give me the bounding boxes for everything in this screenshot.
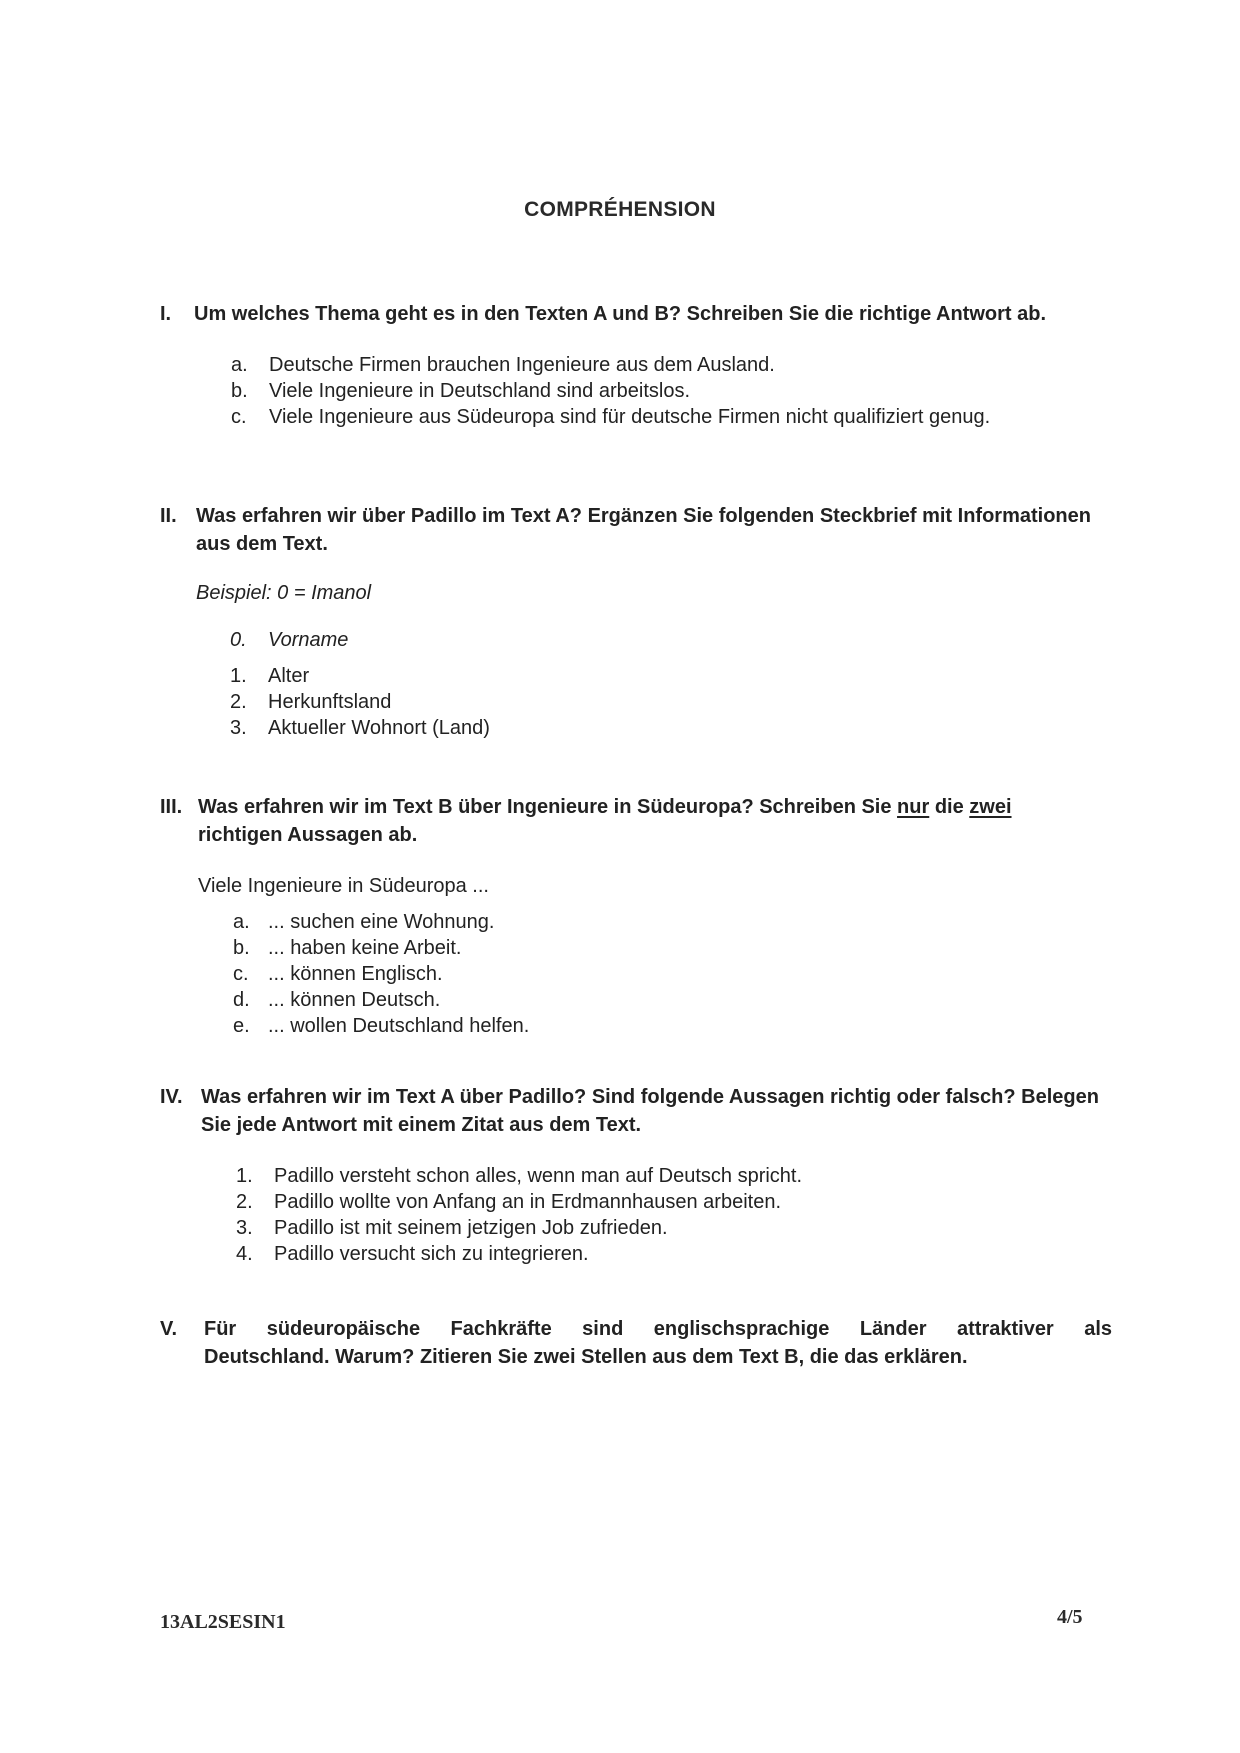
item-marker: 2. bbox=[236, 1191, 253, 1213]
profile-item-0 bbox=[230, 627, 1120, 653]
question-number: I. bbox=[160, 303, 172, 325]
item-text: Aktueller Wohnort (Land) bbox=[268, 717, 490, 739]
question-number: III. bbox=[160, 796, 183, 818]
option-text: ... suchen eine Wohnung. bbox=[268, 911, 495, 933]
question-text-part1: Was erfahren wir im Text B über Ingenieure in Südeuropa? Schreiben Sie bbox=[198, 796, 898, 818]
page-number: 4/5 bbox=[1057, 1606, 1083, 1628]
question-text: Was erfahren wir über Padillo im Text A? Ergänzen Sie folgenden Steckbrief mit Informationen aus dem Text. bbox=[196, 505, 1091, 555]
example-line: Beispiel: 0 = Imanol bbox=[196, 582, 372, 604]
statement-3 bbox=[236, 1215, 1120, 1241]
profile-items bbox=[230, 627, 1120, 741]
exam-code: 13AL2SESIN1 bbox=[160, 1611, 286, 1633]
question-text-line1: Für südeuropäische Fachkräfte sind englischsprachige Länder attraktiver als bbox=[204, 1318, 1112, 1340]
option-text: Deutsche Firmen brauchen Ingenieure aus dem Ausland. bbox=[269, 354, 775, 376]
option-marker: c. bbox=[233, 963, 249, 985]
question-section-2 bbox=[160, 502, 1120, 741]
option-marker: a. bbox=[231, 354, 248, 376]
item-text: Padillo ist mit seinem jetzigen Job zufrieden. bbox=[274, 1217, 668, 1239]
question-text: Um welches Thema geht es in den Texten A und B? Schreiben Sie die richtige Antwort ab. bbox=[194, 303, 1047, 325]
option-text: ... wollen Deutschland helfen. bbox=[268, 1015, 530, 1037]
question-text bbox=[160, 1315, 1112, 1371]
question-section-4 bbox=[160, 1083, 1120, 1267]
item-text: Padillo wollte von Anfang an in Erdmannhausen arbeiten. bbox=[274, 1191, 782, 1213]
option-text: ... können Englisch. bbox=[268, 963, 443, 985]
question-text-part2: die bbox=[929, 796, 970, 818]
option-text: ... haben keine Arbeit. bbox=[268, 937, 462, 959]
underlined-zwei: zwei bbox=[969, 796, 1012, 818]
item-text: Vorname bbox=[268, 629, 349, 651]
option-marker: c. bbox=[231, 406, 247, 428]
option-marker: a. bbox=[233, 911, 250, 933]
option-marker: b. bbox=[231, 380, 248, 402]
question-text: Was erfahren wir im Text A über Padillo? Sind folgende Aussagen richtig oder falsch? Belegen Sie jede Antwort mit einem Zitat aus dem Text. bbox=[201, 1086, 1099, 1136]
profile-item-1 bbox=[230, 663, 1120, 689]
item-marker: 1. bbox=[236, 1165, 253, 1187]
item-text: Herkunftsland bbox=[268, 691, 392, 713]
profile-item-2 bbox=[230, 689, 1120, 715]
item-marker: 3. bbox=[236, 1217, 253, 1239]
option-e bbox=[233, 1013, 1120, 1039]
item-text: Padillo versucht sich zu integrieren. bbox=[274, 1243, 589, 1265]
option-b bbox=[231, 378, 1120, 404]
option-a bbox=[231, 352, 1120, 378]
underlined-nur: nur bbox=[897, 796, 930, 818]
question-heading bbox=[160, 300, 1120, 328]
question-section-1 bbox=[160, 300, 1120, 430]
item-marker: 1. bbox=[230, 665, 247, 687]
answer-options bbox=[233, 909, 1120, 1039]
page-title: COMPRÉHENSION bbox=[524, 198, 716, 221]
item-text: Alter bbox=[268, 665, 310, 687]
option-c bbox=[233, 961, 1120, 987]
item-marker: 2. bbox=[230, 691, 247, 713]
statement-1 bbox=[236, 1163, 1120, 1189]
question-heading bbox=[160, 1083, 1120, 1139]
question-number: II. bbox=[160, 505, 177, 527]
statement-4 bbox=[236, 1241, 1120, 1267]
question-number: V. bbox=[160, 1318, 178, 1340]
option-marker: b. bbox=[233, 937, 250, 959]
option-a bbox=[233, 909, 1120, 935]
option-d bbox=[233, 987, 1120, 1013]
question-heading bbox=[160, 793, 1120, 849]
question-section-5 bbox=[160, 1315, 1112, 1371]
statement-2 bbox=[236, 1189, 1120, 1215]
option-text: Viele Ingenieure aus Südeuropa sind für deutsche Firmen nicht qualifiziert genug. bbox=[269, 406, 991, 428]
option-marker: e. bbox=[233, 1015, 250, 1037]
option-text: Viele Ingenieure in Deutschland sind arbeitslos. bbox=[269, 380, 691, 402]
option-b bbox=[233, 935, 1120, 961]
question-text bbox=[160, 793, 1120, 849]
option-c bbox=[231, 404, 1120, 430]
option-marker: d. bbox=[233, 989, 250, 1011]
item-marker: 3. bbox=[230, 717, 247, 739]
question-text-line2: Deutschland. Warum? Zitieren Sie zwei Stellen aus dem Text B, die das erklären. bbox=[204, 1346, 968, 1368]
profile-item-3 bbox=[230, 715, 1120, 741]
question-text-part3: richtigen Aussagen ab. bbox=[198, 824, 418, 846]
question-heading bbox=[160, 502, 1120, 558]
item-marker: 0. bbox=[230, 629, 247, 651]
item-text: Padillo versteht schon alles, wenn man auf Deutsch spricht. bbox=[274, 1165, 803, 1187]
answer-options bbox=[231, 352, 1120, 430]
question-heading bbox=[160, 1315, 1112, 1371]
intro-line: Viele Ingenieure in Südeuropa ... bbox=[198, 875, 489, 897]
question-number: IV. bbox=[160, 1086, 183, 1108]
question-section-3 bbox=[160, 793, 1120, 1039]
item-marker: 4. bbox=[236, 1243, 253, 1265]
statement-items bbox=[236, 1163, 1120, 1267]
option-text: ... können Deutsch. bbox=[268, 989, 441, 1011]
